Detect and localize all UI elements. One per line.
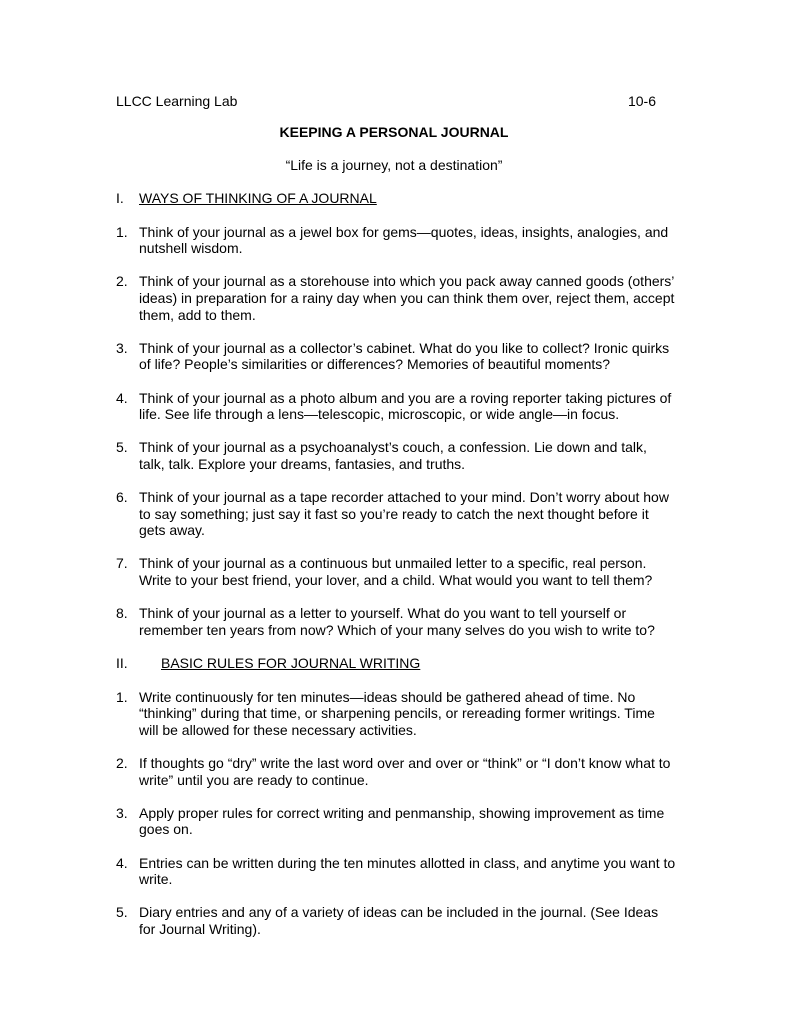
section-numeral: II.: [116, 655, 128, 672]
item-number: 8.: [116, 605, 128, 622]
document-body: [116, 190, 676, 954]
list-item: [116, 340, 676, 373]
list-item: [116, 555, 676, 588]
item-text: Entries can be written during the ten minutes allotted in class, and anytime you want to write.: [139, 854, 676, 888]
item-text: Apply proper rules for correct writing and penmanship, showing improvement as time goes on.: [139, 804, 665, 838]
item-number: 3.: [116, 339, 128, 356]
document-quote: “Life is a journey, not a destination”: [285, 157, 503, 173]
page-number: 10-6: [627, 93, 656, 109]
list-item: [116, 439, 676, 472]
item-text: Diary entries and any of a variety of ideas can be included in the journal. (See Ideas for Journal Writing).: [139, 904, 659, 937]
item-text: Think of your journal as a psychoanalyst’s couch, a confession. Lie down and talk, talk, talk. Explore your dreams, fantasies, and truths.: [139, 439, 647, 472]
item-text: Think of your journal as a photo album and you are a roving reporter taking pictures of life. See life through a lens—telescopic, microscopic, or wide angle—in focus.: [139, 389, 672, 423]
item-text: Think of your journal as a continuous but unmailed letter to a specific, real person. Write to your best friend, your lover, and a child. What would you want to tell them?: [139, 555, 653, 589]
item-text: If thoughts go “dry” write the last word over and over or “think” or “I don’t know what to write” until you are ready to continue.: [139, 755, 671, 788]
section-heading-1: [116, 190, 676, 207]
item-text: Write continuously for ten minutes—ideas should be gathered ahead of time. No “thinking” during that time, or sharpening pencils, or rereading former writings. Time will be allowed for these necessary activities.: [139, 688, 655, 738]
item-number: 2.: [116, 755, 128, 771]
item-number: 5.: [116, 904, 128, 921]
list-item: [116, 224, 676, 257]
item-number: 5.: [116, 439, 128, 456]
section-1-list: [116, 224, 676, 639]
list-item: [116, 904, 676, 937]
item-number: 1.: [116, 223, 128, 240]
section-2-list: [116, 689, 676, 938]
list-item: [116, 273, 676, 323]
list-item: [116, 605, 676, 638]
section-numeral: I.: [116, 190, 124, 206]
list-item: [116, 689, 676, 739]
item-number: 7.: [116, 555, 128, 572]
item-number: 1.: [116, 688, 128, 705]
item-text: Think of your journal as a tape recorder attached to your mind. Don’t worry about how to say something; just say it fast so you’re ready to catch the next thought before it gets away.: [139, 489, 669, 539]
item-number: 2.: [116, 273, 128, 290]
list-item: [116, 855, 676, 888]
item-number: 3.: [116, 804, 128, 821]
list-item: [116, 755, 676, 788]
item-text: Think of your journal as a collector’s cabinet. What do you like to collect? Ironic quirks of life? People’s similarities or differences? Memories of beautiful moments?: [139, 339, 670, 373]
document-title: KEEPING A PERSONAL JOURNAL: [279, 124, 509, 140]
page-header: [116, 93, 656, 109]
item-text: Think of your journal as a jewel box for gems—quotes, ideas, insights, analogies, and nutshell wisdom.: [139, 223, 669, 257]
section-heading-2: [116, 655, 676, 672]
list-item: [116, 489, 676, 539]
section-title: WAYS OF THINKING OF A JOURNAL: [139, 190, 377, 206]
item-number: 6.: [116, 489, 128, 506]
section-title: BASIC RULES FOR JOURNAL WRITING: [161, 655, 421, 672]
item-text: Think of your journal as a letter to yourself. What do you want to tell yourself or remember ten years from now? Which of your many selves do you wish to write to?: [139, 605, 655, 638]
list-item: [116, 390, 676, 423]
item-text: Think of your journal as a storehouse into which you pack away canned goods (others’ ideas) in preparation for a rainy day when you can think them over, reject them, accept them, add to them.: [139, 273, 675, 323]
item-number: 4.: [116, 389, 128, 406]
header-left: LLCC Learning Lab: [116, 93, 238, 109]
list-item: [116, 805, 676, 838]
item-number: 4.: [116, 854, 128, 871]
